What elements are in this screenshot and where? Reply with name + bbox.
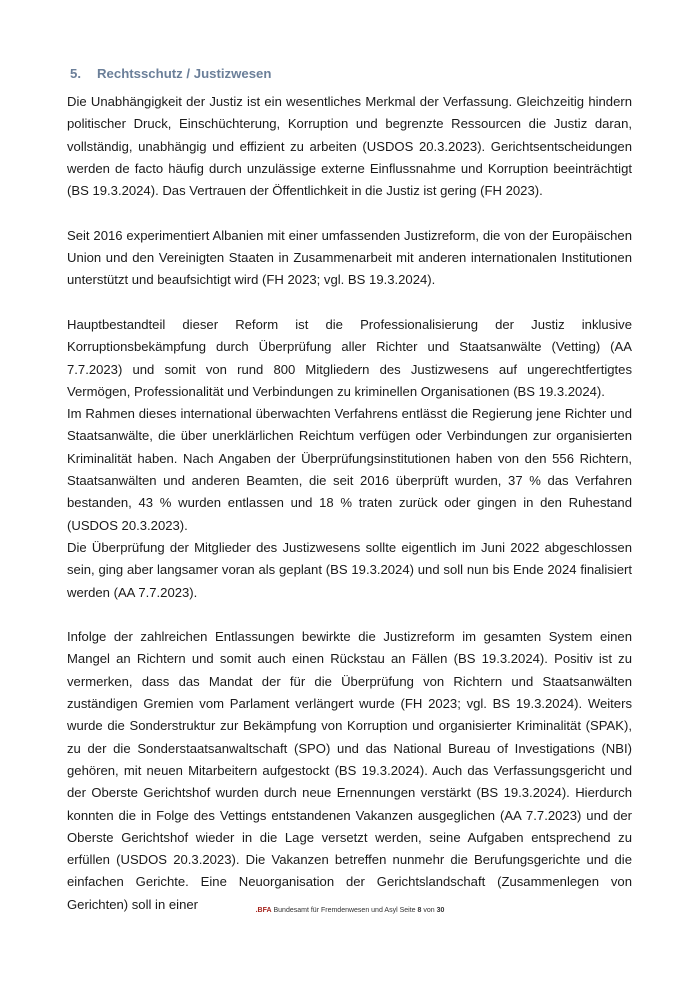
paragraph-consequences: Infolge der zahlreichen Entlassungen bewirkte die Justizreform im gesamten System einen Mangel an Richtern und somit auch einen Rückstau an Fällen (BS 19.3.2024). Positiv ist zu vermerken, dass das Mandat der für die Überprüfung von Richtern und Staatsanwälten zuständigen Gremien vom Parlament verlängert wurde (FH 2023; vgl. BS 19.3.2024). Weiters wurde die Sonderstruktur zur Bekämpfung von Korruption und organisierter Kriminalität (SPAK), zu der die Sonderstaatsanwaltschaft (SPO) und das National Bureau of Investigations (NBI) gehören, mit neuen Mitarbeitern aufgestockt (BS 19.3.2024). Auch das Verfassungsgericht und der Oberste Gerichtshof wurden durch neue Ernennungen verstärkt (BS 19.3.2024). Hierdurch konnten die in Folge des Vettings entstandenen Vakanzen ausgeglichen (AA 7.7.2023) und der Oberste Gerichtshof wieder in die Lage versetzt werden, seine Aufgaben entsprechend zu erfüllen (USDOS 20.3.2023). Die Vakanzen betreffen nunmehr die Berufungsgerichte und die einfachen Gerichte. Eine Neuorganisation der Gerichtslandschaft (Zusammenlegen von Gerichten) soll in einer [67, 629, 632, 912]
footer-page-current: 8 [417, 907, 422, 914]
bfa-logo-text: .BFA [255, 907, 272, 914]
paragraph-timeline: Die Überprüfung der Mitglieder des Justizwesens sollte eigentlich im Juni 2022 abgeschlossen sein, ging aber langsamer voran als geplant (BS 19.3.2024) und soll nun bis Ende 2024 finalisiert werden (AA 7.7.2023). [67, 539, 632, 600]
paragraph-dismissals: Im Rahmen dieses international überwachten Verfahrens entlässt die Regierung jene Richter und Staatsanwälte, die über unerklärlichen Reichtum verfügen oder Verbindungen zur organisierten Kriminalität haben. Nach Angaben der Überprüfungsinstitutionen haben von den 556 Richtern, Staatsanwälten und anderen Beamten, die seit 2016 überprüft wurden, 37 % das Verfahren bestanden, 43 % wurden entlassen und 18 % traten zurück oder gingen in den Ruhestand (USDOS 20.3.2023). [67, 406, 632, 533]
section-heading [67, 64, 632, 84]
section-title: Rechtsschutz / Justizwesen [97, 66, 272, 81]
page-footer [0, 907, 700, 914]
paragraph-independence: Die Unabhängigkeit der Justiz ist ein wesentliches Merkmal der Verfassung. Gleichzeitig hindern politischer Druck, Einschüchterung, Korruption und begrenzte Ressourcen die Justiz daran, vollständig, unabhängig und effizient zu arbeiten (USDOS 20.3.2023). Gerichtsentscheidungen werden de facto häufig durch unzulässige externe Einflussnahme und Korruption beeinträchtigt (BS 19.3.2024). Das Vertrauen der Öffentlichkeit in die Justiz ist gering (FH 2023). [67, 94, 632, 199]
paragraph-spacer [67, 604, 632, 626]
paragraph-spacer [67, 202, 632, 224]
paragraph-vetting: Hauptbestandteil dieser Reform ist die Professionalisierung der Justiz inklusive Korruptionsbekämpfung durch Überprüfung aller Richter und Staatsanwälte (Vetting) (AA 7.7.2023) und somit von rund 800 Mitgliedern des Justizwesens auf ungerechtfertigtes Vermögen, Professionalität und Verbindungen zu kriminellen Organisationen (BS 19.3.2024). [67, 316, 632, 399]
footer-page-total: 30 [436, 907, 445, 914]
paragraph-spacer [67, 292, 632, 314]
document-page [67, 64, 632, 916]
paragraph-reform-intro: Seit 2016 experimentiert Albanien mit einer umfassenden Justizreform, die von der Europäischen Union und den Vereinigten Staaten in Zusammenarbeit mit anderen internationalen Institutionen unterstützt und beaufsichtigt wird (FH 2023; vgl. BS 19.3.2024). [67, 227, 632, 288]
footer-page-label: Seite [399, 907, 416, 914]
footer-agency: Bundesamt für Fremdenwesen und Asyl [273, 907, 398, 914]
footer-page-of: von [423, 907, 435, 914]
section-number: 5. [70, 66, 81, 81]
